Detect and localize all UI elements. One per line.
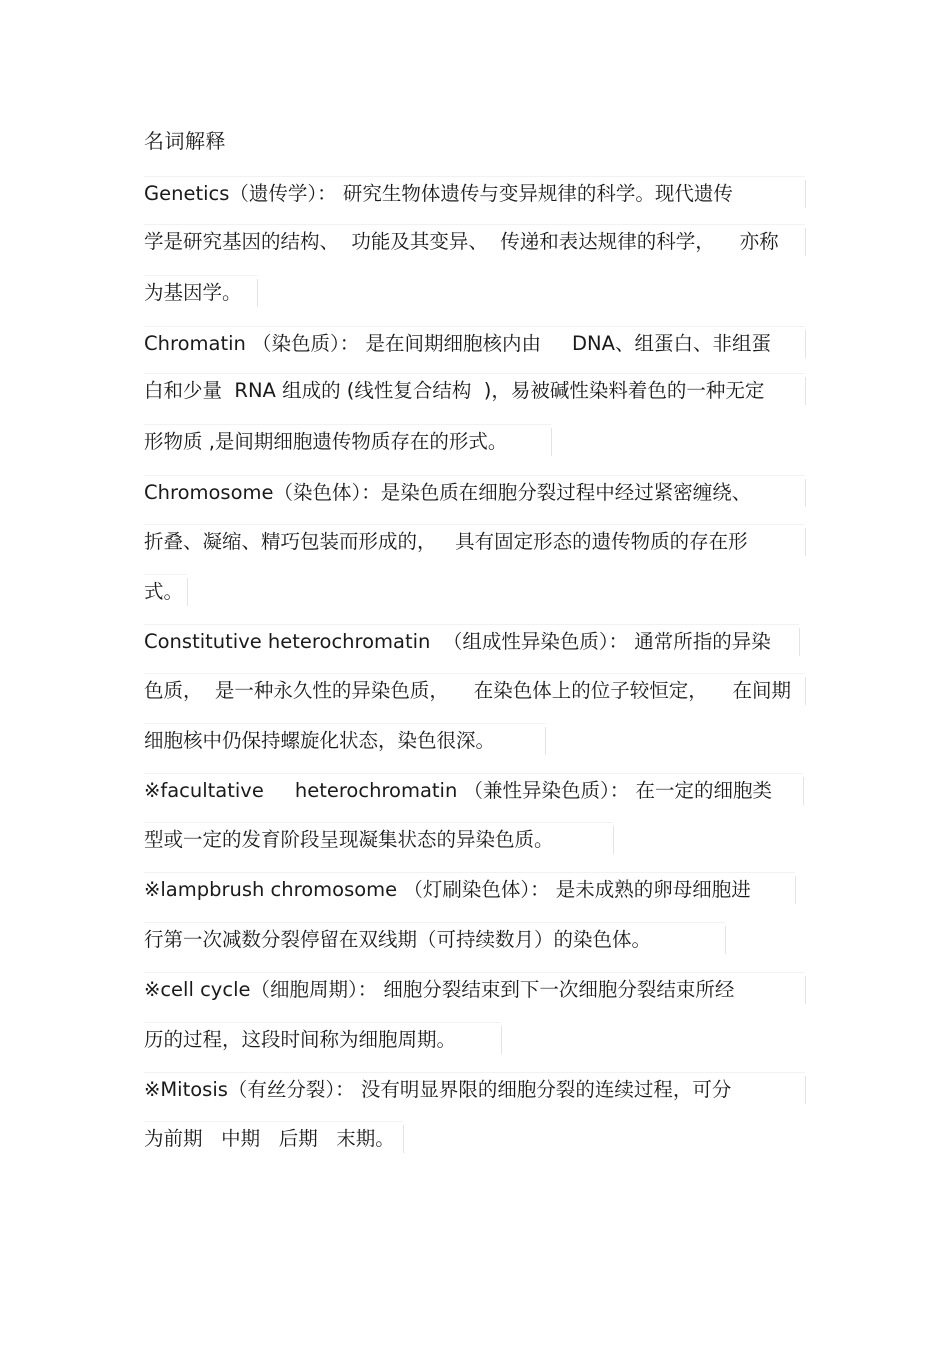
text-line: 细胞核中仍保持螺旋化状态，染色很深。 xyxy=(144,727,546,755)
text-line: 形物质 ,是间期细胞遗传物质存在的形式。 xyxy=(144,428,552,456)
text-line: 折叠、凝缩、精巧包装而形成的， 具有固定形态的遗传物质的存在形 xyxy=(144,528,806,556)
page-title: 名词解释 xyxy=(144,129,226,153)
text-line: 型或一定的发育阶段呈现凝集状态的异染色质。 xyxy=(144,826,614,854)
text-line: 历的过程，这段时间称为细胞周期。 xyxy=(144,1026,502,1054)
text-line: 白和少量 RNA 组成的 (线性复合结构 )，易被碱性染料着色的一种无定 xyxy=(144,377,806,405)
text-line: 学是研究基因的结构、 功能及其变异、 传递和表达规律的科学， 亦称 xyxy=(144,228,806,256)
text-line: Chromatin （染色质）： 是在间期细胞核内由 DNA、组蛋白、非组蛋 xyxy=(144,330,806,358)
text-line: Genetics（遗传学）： 研究生物体遗传与变异规律的科学。现代遗传 xyxy=(144,180,806,208)
text-line: Constitutive heterochromatin （组成性异染色质）： 通常所指的异染 xyxy=(144,628,800,656)
text-line: ※lampbrush chromosome （灯刷染色体）： 是未成熟的卵母细胞进 xyxy=(144,876,796,904)
text-line: 行第一次减数分裂停留在双线期（可持续数月）的染色体。 xyxy=(144,926,726,954)
text-line: ※Mitosis（有丝分裂）： 没有明显界限的细胞分裂的连续过程，可分 xyxy=(144,1076,806,1104)
text-line: ※facultative heterochromatin （兼性异染色质）： 在一定的细胞类 xyxy=(144,777,804,805)
text-line: 为基因学。 xyxy=(144,279,258,307)
text-line: Chromosome（染色体）：是染色质在细胞分裂过程中经过紧密缠绕、 xyxy=(144,479,806,507)
text-line: 为前期 中期 后期 末期。 xyxy=(144,1125,404,1153)
text-line: ※cell cycle（细胞周期）： 细胞分裂结束到下一次细胞分裂结束所经 xyxy=(144,976,806,1004)
text-line: 式。 xyxy=(144,578,188,606)
text-line: 色质， 是一种永久性的异染色质， 在染色体上的位子较恒定， 在间期 xyxy=(144,677,806,705)
